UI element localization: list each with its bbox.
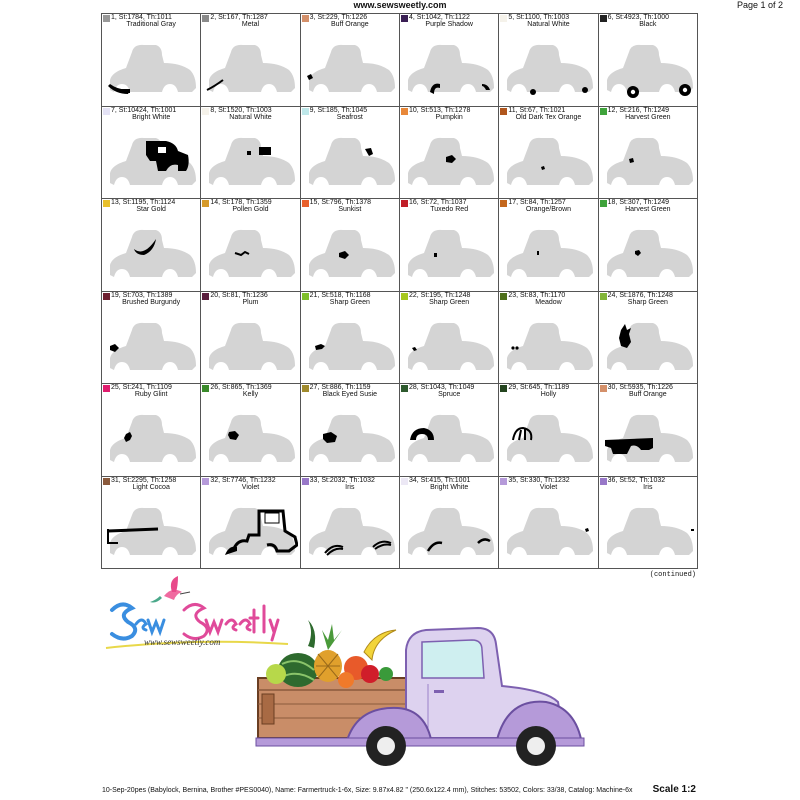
dot-left-small-silhouette-icon bbox=[402, 306, 497, 381]
color-cell bbox=[499, 14, 598, 107]
thread-color-name: Kelly bbox=[242, 391, 259, 398]
bed-outline-silhouette-icon bbox=[104, 491, 199, 566]
stitch-info: 17, St:84, Th:1257 bbox=[508, 199, 566, 206]
stitch-info: 2, St:167, Th:1287 bbox=[210, 14, 268, 21]
thread-color-name: Harvest Green bbox=[625, 113, 671, 121]
stitch-info: 9, St:185, Th:1045 bbox=[309, 106, 368, 114]
blob-leaf-silhouette-icon bbox=[203, 398, 298, 473]
thread-color-name: Natural White bbox=[229, 113, 272, 121]
hubs-silhouette-icon bbox=[501, 28, 596, 103]
color-cell bbox=[201, 199, 300, 292]
dot-left-silhouette-icon bbox=[601, 121, 696, 196]
stitch-info: 4, St:1042, Th:1122 bbox=[409, 14, 470, 21]
stitch-info: 10, St:513, Th:1278 bbox=[409, 106, 471, 114]
melon-stripes-silhouette-icon bbox=[501, 398, 596, 473]
color-cell bbox=[599, 292, 698, 385]
color-sequence-grid bbox=[101, 13, 698, 569]
thread-color-name: Spruce bbox=[438, 391, 461, 398]
stitch-info: 15, St:796, Th:1378 bbox=[309, 199, 372, 206]
stitch-info: 6, St:4923, Th:1000 bbox=[607, 14, 670, 21]
color-cell bbox=[400, 292, 499, 385]
thread-color-name: Ruby Glint bbox=[134, 391, 168, 398]
stitch-info: 24, St:1876, Th:1248 bbox=[607, 291, 673, 299]
thread-color-name: Black bbox=[639, 21, 657, 28]
color-cell bbox=[102, 199, 201, 292]
color-cell bbox=[499, 107, 598, 200]
dots-pair-silhouette-icon bbox=[501, 306, 596, 381]
produce-pile bbox=[266, 620, 396, 688]
truck-outline-silhouette-icon bbox=[203, 491, 298, 566]
thread-color-name: Meadow bbox=[535, 298, 562, 306]
stitch-info: 29, St:645, Th:1189 bbox=[508, 384, 570, 391]
sew-lettering-ew bbox=[136, 620, 164, 632]
stitch-info: 16, St:72, Th:1037 bbox=[409, 199, 467, 206]
stitch-info: 30, St:5935, Th:1226 bbox=[607, 384, 673, 391]
stitch-info: 5, St:1100, Th:1003 bbox=[508, 14, 570, 21]
stitch-info: 26, St:865, Th:1369 bbox=[210, 384, 272, 391]
color-cell bbox=[201, 14, 300, 107]
stitch-info: 14, St:178, Th:1359 bbox=[210, 199, 272, 206]
thread-color-name: Holly bbox=[540, 391, 557, 398]
thread-color-name: Pollen Gold bbox=[232, 206, 269, 213]
stitch-info: 7, St:10424, Th:1001 bbox=[111, 106, 177, 114]
scale-label: Scale 1:2 bbox=[652, 784, 696, 795]
thread-color-name: Iris bbox=[643, 483, 653, 491]
stitch-info: 31, St:2295, Th:1258 bbox=[111, 476, 177, 484]
thread-color-name: Bright White bbox=[132, 113, 171, 121]
color-cell bbox=[201, 477, 300, 570]
color-cell bbox=[599, 384, 698, 477]
color-cell bbox=[102, 477, 201, 570]
stitch-info: 11, St:67, Th:1021 bbox=[508, 106, 566, 114]
thread-color-name: Pumpkin bbox=[435, 113, 463, 121]
thread-color-name: Sharp Green bbox=[329, 298, 370, 306]
stitch-info: 12, St:216, Th:1249 bbox=[607, 106, 670, 114]
window-parts-silhouette-icon bbox=[203, 121, 298, 196]
color-cell bbox=[301, 384, 400, 477]
thread-color-name: Sharp Green bbox=[627, 298, 668, 306]
small-mark-left-silhouette-icon bbox=[303, 28, 398, 103]
color-cell bbox=[301, 107, 400, 200]
color-cell bbox=[499, 292, 598, 385]
small-window-silhouette-icon bbox=[303, 121, 398, 196]
stitch-info: 25, St:241, Th:1109 bbox=[111, 384, 172, 391]
stitch-info: 21, St:518, Th:1168 bbox=[309, 291, 371, 299]
fender-highlights-silhouette-icon bbox=[402, 491, 497, 566]
stitch-info: 36, St:52, Th:1032 bbox=[607, 476, 666, 484]
thread-color-name: Violet bbox=[241, 483, 260, 491]
thread-color-name: Natural White bbox=[527, 21, 570, 28]
thread-color-name: Old Dark Tex Orange bbox=[515, 113, 582, 121]
continued-label: (continued) bbox=[649, 571, 696, 579]
stitch-info: 3, St:229, Th:1226 bbox=[309, 14, 368, 21]
banana-silhouette-icon bbox=[104, 213, 199, 288]
rear-fender-silhouette-icon bbox=[104, 28, 199, 103]
thread-color-name: Brushed Burgundy bbox=[122, 298, 181, 306]
dot-mid-silhouette-icon bbox=[601, 213, 696, 288]
cab-body-silhouette-icon bbox=[104, 121, 199, 196]
dot-center-silhouette-icon bbox=[501, 121, 596, 196]
stitch-info: 32, St:7746, Th:1232 bbox=[210, 476, 276, 484]
pineapple-silhouette-icon bbox=[601, 306, 696, 381]
stitch-info: 8, St:1520, Th:1003 bbox=[210, 106, 272, 114]
color-cell bbox=[301, 14, 400, 107]
color-cell bbox=[400, 199, 499, 292]
thread-color-name: Tuxedo Red bbox=[430, 206, 469, 213]
thread-color-name: Purple Shadow bbox=[425, 21, 473, 28]
dot-right-silhouette-icon bbox=[501, 491, 596, 566]
color-cell bbox=[400, 477, 499, 570]
cluster-silhouette-icon bbox=[104, 398, 199, 473]
thread-color-name: Violet bbox=[539, 483, 558, 491]
leaf-left-silhouette-icon bbox=[303, 306, 398, 381]
thread-color-name: Plum bbox=[242, 298, 259, 306]
stitch-info: 22, St:195, Th:1248 bbox=[409, 291, 471, 299]
thread-color-name: Black Eyed Susie bbox=[322, 391, 378, 398]
dot-far-right-silhouette-icon bbox=[601, 491, 696, 566]
blob-left-big-silhouette-icon bbox=[303, 398, 398, 473]
blob-far-left-silhouette-icon bbox=[104, 306, 199, 381]
color-cell bbox=[201, 384, 300, 477]
stitch-info: 28, St:1043, Th:1049 bbox=[409, 384, 475, 391]
color-cell bbox=[102, 384, 201, 477]
hummingbird-icon bbox=[150, 576, 190, 603]
blob-center-silhouette-icon bbox=[402, 121, 497, 196]
stitch-info: 19, St:703, Th:1389 bbox=[111, 291, 173, 299]
thread-color-name: Traditional Gray bbox=[126, 21, 176, 28]
thread-color-name: Sharp Green bbox=[429, 298, 470, 306]
thread-color-name: Star Gold bbox=[136, 206, 166, 213]
color-cell bbox=[301, 199, 400, 292]
thread-color-name: Light Cocoa bbox=[132, 483, 170, 491]
stitch-info: 13, St:1195, Th:1124 bbox=[111, 199, 176, 206]
truck-bed-silhouette-icon bbox=[601, 398, 696, 473]
color-cell bbox=[499, 477, 598, 570]
thread-color-name: Buff Orange bbox=[331, 21, 369, 28]
color-cell bbox=[499, 199, 598, 292]
color-cell bbox=[102, 14, 201, 107]
fender-outlines-silhouette-icon bbox=[303, 491, 398, 566]
none-silhouette-icon bbox=[203, 306, 298, 381]
stitch-info: 35, St:330, Th:1232 bbox=[508, 476, 570, 484]
watermelon-silhouette-icon bbox=[402, 398, 497, 473]
farmer-truck-preview bbox=[246, 594, 596, 774]
thread-color-name: Iris bbox=[345, 483, 355, 491]
color-cell bbox=[599, 477, 698, 570]
thread-color-name: Buff Orange bbox=[629, 391, 667, 398]
color-cell bbox=[102, 292, 201, 385]
color-cell bbox=[301, 292, 400, 385]
thread-color-name: Bright White bbox=[430, 483, 469, 491]
site-url[interactable]: www.sewsweetly.com bbox=[353, 0, 447, 10]
logo-url: www.sewsweetly.com bbox=[144, 637, 221, 647]
color-cell bbox=[599, 107, 698, 200]
page-number: Page 1 of 2 bbox=[736, 0, 783, 10]
stitch-info: 20, St:81, Th:1236 bbox=[210, 291, 268, 299]
small-strokes-silhouette-icon bbox=[203, 213, 298, 288]
color-cell bbox=[400, 384, 499, 477]
footer-info: 10-Sep-20pes (Babylock, Bernina, Brother #PES0040), Name: Farmertruck-1-6x, Size: 9.87x4.82 " (250.6x122.4 mm), Stitches: 53502, Colors: 33/38, Catalog: Machine-6x bbox=[102, 787, 633, 794]
thread-color-name: Sunkist bbox=[338, 206, 362, 213]
blob-left-silhouette-icon bbox=[303, 213, 398, 288]
wheel-arches-silhouette-icon bbox=[402, 28, 497, 103]
color-cell bbox=[201, 292, 300, 385]
stitch-info: 23, St:83, Th:1170 bbox=[508, 291, 566, 299]
thread-color-name: Orange/Brown bbox=[525, 206, 572, 213]
color-cell bbox=[400, 107, 499, 200]
stitch-info: 33, St:2032, Th:1032 bbox=[309, 476, 375, 484]
color-cell bbox=[301, 477, 400, 570]
thread-color-name: Harvest Green bbox=[625, 206, 671, 213]
color-cell bbox=[599, 199, 698, 292]
color-cell bbox=[400, 14, 499, 107]
dot-small-silhouette-icon bbox=[402, 213, 497, 288]
dot-tiny-silhouette-icon bbox=[501, 213, 596, 288]
stitch-info: 34, St:415, Th:1001 bbox=[409, 476, 471, 484]
color-cell bbox=[499, 384, 598, 477]
tires-silhouette-icon bbox=[601, 28, 696, 103]
stitch-info: 1, St:1784, Th:1011 bbox=[111, 14, 172, 21]
thread-color-name: Seafrost bbox=[336, 113, 363, 121]
color-cell bbox=[599, 14, 698, 107]
thread-color-name: Metal bbox=[241, 21, 260, 28]
stitch-info: 18, St:307, Th:1249 bbox=[607, 199, 670, 206]
stitch-info: 27, St:886, Th:1159 bbox=[309, 384, 371, 391]
color-cell bbox=[201, 107, 300, 200]
fender-line-silhouette-icon bbox=[203, 28, 298, 103]
sew-lettering bbox=[112, 604, 135, 638]
color-cell bbox=[102, 107, 201, 200]
